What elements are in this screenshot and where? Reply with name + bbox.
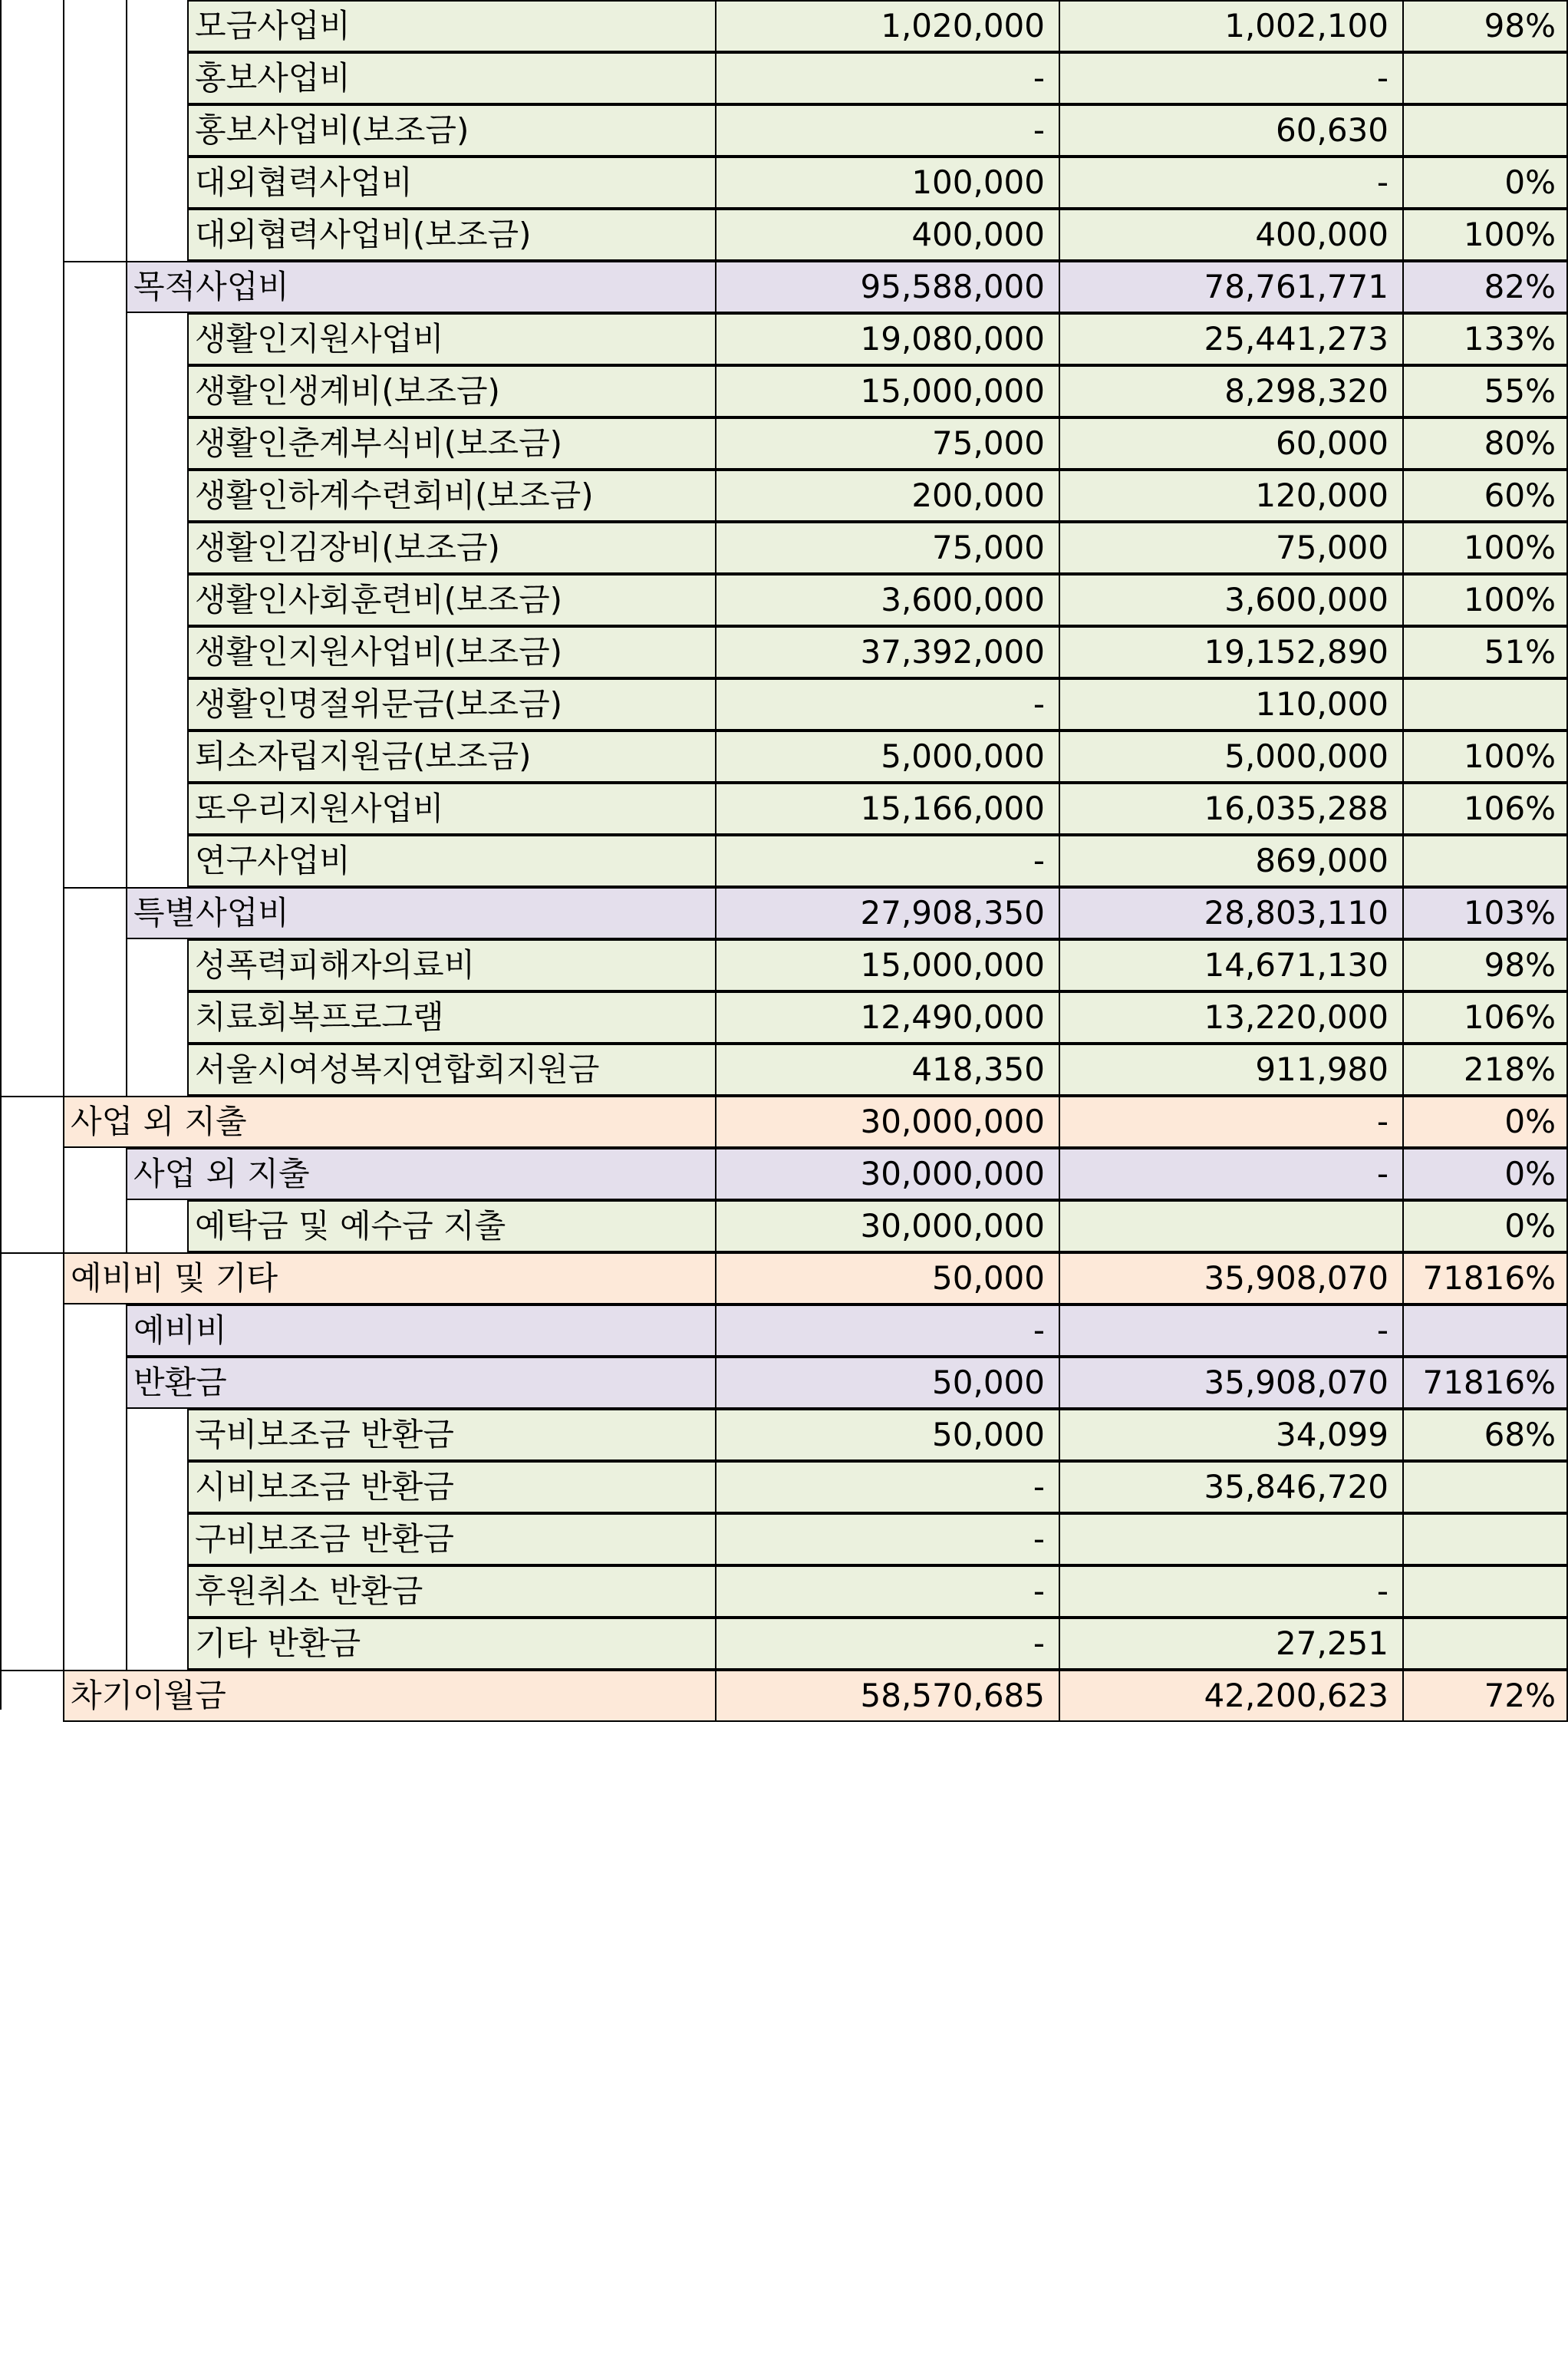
row-label: 시비보조금 반환금 <box>187 1461 716 1513</box>
rate-cell: 100% <box>1402 209 1568 261</box>
actual-cell: 78,761,771 <box>1059 261 1404 313</box>
rate-cell <box>1402 835 1568 887</box>
actual-cell: 869,000 <box>1059 835 1404 887</box>
budget-cell: - <box>715 678 1060 731</box>
rate-cell: 133% <box>1402 313 1568 365</box>
actual-cell: 27,251 <box>1059 1618 1404 1670</box>
budget-cell: 15,000,000 <box>715 939 1060 991</box>
rate-cell: 106% <box>1402 783 1568 835</box>
budget-cell: 50,000 <box>715 1409 1060 1461</box>
rate-cell <box>1402 52 1568 104</box>
actual-cell: 3,600,000 <box>1059 574 1404 626</box>
actual-cell: 35,846,720 <box>1059 1461 1404 1513</box>
row-label: 예탁금 및 예수금 지출 <box>187 1200 716 1252</box>
row-label: 홍보사업비 <box>187 52 716 104</box>
row-label: 모금사업비 <box>187 0 716 52</box>
actual-cell: - <box>1059 1304 1404 1357</box>
actual-cell: 8,298,320 <box>1059 365 1404 417</box>
actual-cell: 13,220,000 <box>1059 991 1404 1044</box>
row-label: 대외협력사업비(보조금) <box>187 209 716 261</box>
budget-cell: - <box>715 1461 1060 1513</box>
row-label: 생활인하계수련회비(보조금) <box>187 470 716 522</box>
actual-cell: 60,000 <box>1059 417 1404 470</box>
budget-cell: 200,000 <box>715 470 1060 522</box>
budget-cell: 15,166,000 <box>715 783 1060 835</box>
indent-level-1 <box>0 1148 64 1254</box>
actual-cell <box>1059 1513 1404 1565</box>
budget-cell: 30,000,000 <box>715 1200 1060 1252</box>
budget-cell: - <box>715 1513 1060 1565</box>
rate-cell <box>1402 1513 1568 1565</box>
indent-level-2 <box>63 939 127 1097</box>
rate-cell: 51% <box>1402 626 1568 678</box>
rate-cell: 100% <box>1402 574 1568 626</box>
rate-cell: 0% <box>1402 157 1568 209</box>
actual-cell: 35,908,070 <box>1059 1252 1404 1304</box>
budget-cell: 418,350 <box>715 1044 1060 1096</box>
rate-cell: 72% <box>1402 1670 1568 1722</box>
row-label: 성폭력피해자의료비 <box>187 939 716 991</box>
rate-cell: 60% <box>1402 470 1568 522</box>
budget-cell: 75,000 <box>715 522 1060 574</box>
indent-level-2 <box>63 313 127 889</box>
budget-cell: - <box>715 1304 1060 1357</box>
row-label: 퇴소자립지원금(보조금) <box>187 731 716 783</box>
row-label: 국비보조금 반환금 <box>187 1409 716 1461</box>
actual-cell: 75,000 <box>1059 522 1404 574</box>
indent-level-1 <box>0 0 64 1097</box>
budget-cell: 30,000,000 <box>715 1096 1060 1148</box>
rate-cell: 68% <box>1402 1409 1568 1461</box>
row-label: 서울시여성복지연합회지원금 <box>187 1044 716 1096</box>
budget-cell: 5,000,000 <box>715 731 1060 783</box>
rate-cell <box>1402 1461 1568 1513</box>
actual-cell: 35,908,070 <box>1059 1357 1404 1409</box>
indent-level-2 <box>63 1200 127 1254</box>
actual-cell: 120,000 <box>1059 470 1404 522</box>
rate-cell <box>1402 104 1568 157</box>
budget-cell: 50,000 <box>715 1357 1060 1409</box>
row-label: 생활인생계비(보조금) <box>187 365 716 417</box>
budget-cell: - <box>715 1618 1060 1670</box>
budget-cell: 75,000 <box>715 417 1060 470</box>
actual-cell: 19,152,890 <box>1059 626 1404 678</box>
budget-cell: - <box>715 1565 1060 1618</box>
rate-cell <box>1402 1618 1568 1670</box>
rate-cell <box>1402 1565 1568 1618</box>
rate-cell: 100% <box>1402 731 1568 783</box>
actual-cell: 60,630 <box>1059 104 1404 157</box>
row-label: 예비비 및 기타 <box>63 1252 716 1304</box>
row-label: 또우리지원사업비 <box>187 783 716 835</box>
budget-cell: 15,000,000 <box>715 365 1060 417</box>
budget-cell: - <box>715 104 1060 157</box>
budget-cell: 50,000 <box>715 1252 1060 1304</box>
actual-cell: 16,035,288 <box>1059 783 1404 835</box>
row-label: 반환금 <box>126 1357 716 1409</box>
row-label: 생활인지원사업비 <box>187 313 716 365</box>
actual-cell: - <box>1059 1148 1404 1200</box>
actual-cell: 5,000,000 <box>1059 731 1404 783</box>
row-label: 사업 외 지출 <box>126 1148 716 1200</box>
indent-level-1 <box>0 1304 64 1671</box>
row-label: 특별사업비 <box>126 887 716 939</box>
row-label: 사업 외 지출 <box>63 1096 716 1148</box>
budget-cell: 3,600,000 <box>715 574 1060 626</box>
actual-cell: - <box>1059 1096 1404 1148</box>
rate-cell: 0% <box>1402 1148 1568 1200</box>
row-label: 대외협력사업비 <box>187 157 716 209</box>
actual-cell: 1,002,100 <box>1059 0 1404 52</box>
rate-cell: 98% <box>1402 0 1568 52</box>
row-label: 차기이월금 <box>63 1670 716 1722</box>
rate-cell: 82% <box>1402 261 1568 313</box>
budget-cell: 100,000 <box>715 157 1060 209</box>
budget-cell: 37,392,000 <box>715 626 1060 678</box>
row-label: 목적사업비 <box>126 261 716 313</box>
rate-cell <box>1402 1304 1568 1357</box>
rate-cell: 103% <box>1402 887 1568 939</box>
rate-cell: 100% <box>1402 522 1568 574</box>
budget-cell: 95,588,000 <box>715 261 1060 313</box>
budget-cell: - <box>715 52 1060 104</box>
row-label: 생활인춘계부식비(보조금) <box>187 417 716 470</box>
row-label: 생활인김장비(보조금) <box>187 522 716 574</box>
actual-cell: 25,441,273 <box>1059 313 1404 365</box>
budget-cell: 27,908,350 <box>715 887 1060 939</box>
row-label: 연구사업비 <box>187 835 716 887</box>
row-label: 구비보조금 반환금 <box>187 1513 716 1565</box>
row-label: 홍보사업비(보조금) <box>187 104 716 157</box>
rate-cell: 106% <box>1402 991 1568 1044</box>
rate-cell <box>1402 678 1568 731</box>
budget-cell: 12,490,000 <box>715 991 1060 1044</box>
row-label: 생활인명절위문금(보조금) <box>187 678 716 731</box>
rate-cell: 0% <box>1402 1096 1568 1148</box>
actual-cell: 28,803,110 <box>1059 887 1404 939</box>
indent-level-2 <box>63 0 127 262</box>
budget-cell: 58,570,685 <box>715 1670 1060 1722</box>
budget-cell: - <box>715 835 1060 887</box>
row-label: 치료회복프로그램 <box>187 991 716 1044</box>
budget-cell: 30,000,000 <box>715 1148 1060 1200</box>
budget-cell: 1,020,000 <box>715 0 1060 52</box>
actual-cell: 110,000 <box>1059 678 1404 731</box>
row-label: 생활인지원사업비(보조금) <box>187 626 716 678</box>
rate-cell: 55% <box>1402 365 1568 417</box>
rate-cell: 80% <box>1402 417 1568 470</box>
actual-cell: 42,200,623 <box>1059 1670 1404 1722</box>
actual-cell: - <box>1059 157 1404 209</box>
budget-cell: 400,000 <box>715 209 1060 261</box>
rate-cell: 0% <box>1402 1200 1568 1252</box>
actual-cell: 14,671,130 <box>1059 939 1404 991</box>
actual-cell: 400,000 <box>1059 209 1404 261</box>
budget-cell: 19,080,000 <box>715 313 1060 365</box>
actual-cell: 34,099 <box>1059 1409 1404 1461</box>
actual-cell <box>1059 1200 1404 1252</box>
indent-level-2 <box>63 1409 127 1671</box>
row-label: 예비비 <box>126 1304 716 1357</box>
actual-cell: - <box>1059 1565 1404 1618</box>
rate-cell: 71816% <box>1402 1252 1568 1304</box>
row-label: 생활인사회훈련비(보조금) <box>187 574 716 626</box>
row-label: 후원취소 반환금 <box>187 1565 716 1618</box>
rate-cell: 218% <box>1402 1044 1568 1096</box>
actual-cell: - <box>1059 52 1404 104</box>
actual-cell: 911,980 <box>1059 1044 1404 1096</box>
row-label: 기타 반환금 <box>187 1618 716 1670</box>
rate-cell: 98% <box>1402 939 1568 991</box>
rate-cell: 71816% <box>1402 1357 1568 1409</box>
